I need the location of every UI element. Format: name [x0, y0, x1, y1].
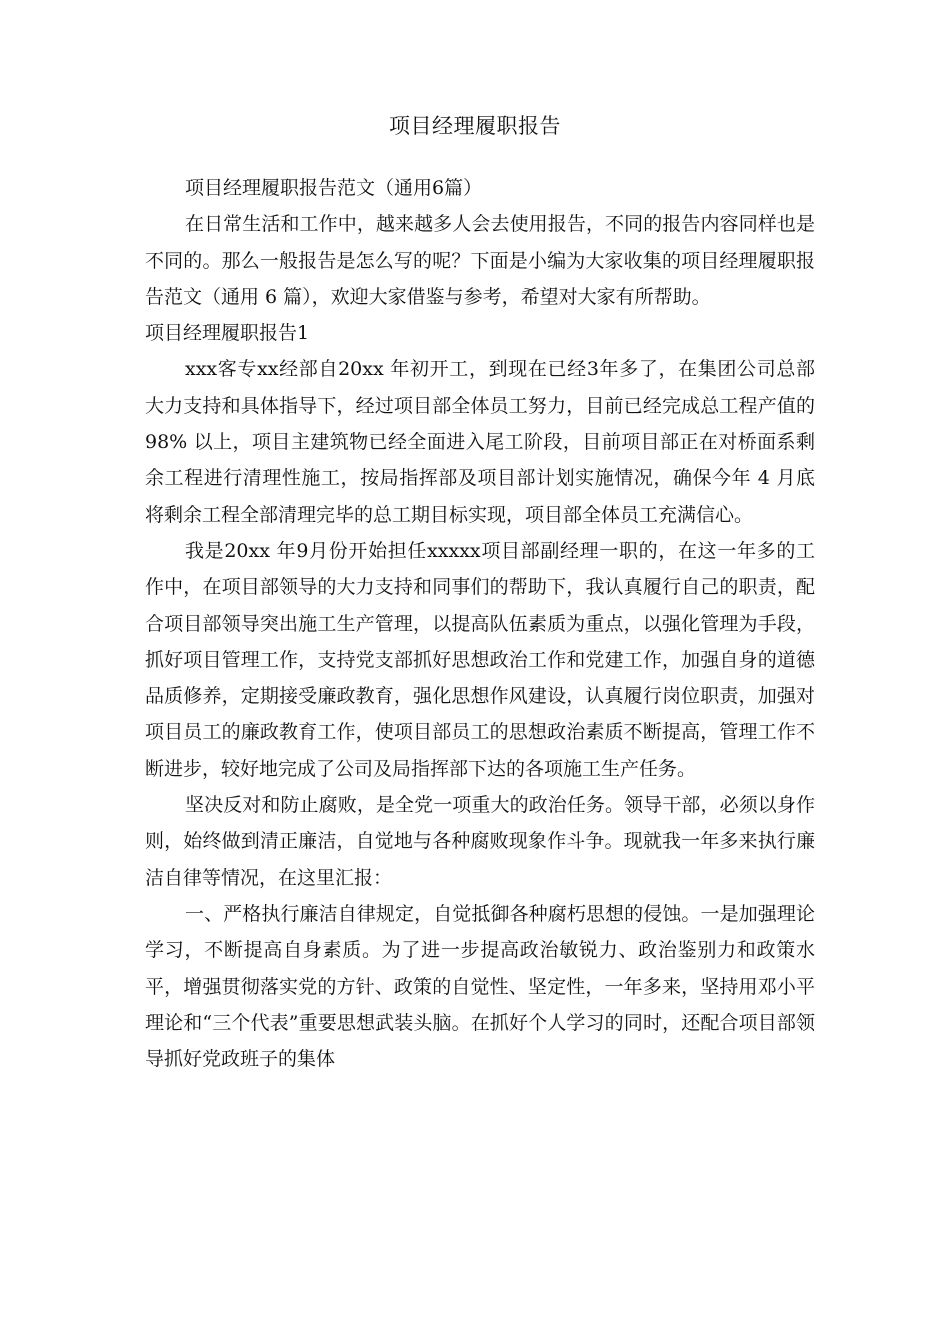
section-heading: 项目经理履职报告1 — [145, 322, 310, 345]
document-body — [145, 170, 815, 1077]
intro-paragraph: 在日常生活和工作中，越来越多人会去使用报告，不同的报告内容同样也是不同的。那么一般报告是怎么写的呢？下面是小编为大家收集的项目经理履职报告范文（通用 6 篇），欢迎大家借鉴与参考，希望对大家有所帮助。 — [145, 213, 815, 308]
body-paragraph-3: 坚决反对和防止腐败，是全党一项重大的政治任务。领导干部，必须以身作则，始终做到清正廉洁，自觉地与各种腐败现象作斗争。现就我一年多来执行廉洁自律等情况，在这里汇报： — [145, 794, 815, 889]
subtitle-paragraph: 项目经理履职报告范文（通用6篇） — [185, 177, 483, 199]
body-paragraph-2: 我是20xx 年9月份开始担任xxxxx项目部副经理一职的，在这一年多的工作中，在项目部领导的大力支持和同事们的帮助下，我认真履行自己的职责，配合项目部领导突出施工生产管理，以提高队伍素质为重点，以强化管理为手段，抓好项目管理工作，支持党支部抓好思想政治工作和党建工作，加强自身的道德品质修养，定期接受廉政教育，强化思想作风建设，认真履行岗位职责，加强对项目员工的廉政教育工作，使项目部员工的思想政治素质不断提高，管理工作不断进步，较好地完成了公司及局指挥部下达的各项施工生产任务。 — [145, 539, 815, 780]
document-title: 项目经理履职报告 — [389, 114, 561, 138]
body-paragraph-1: xxx客专xx经部自20xx 年初开工，到现在已经3年多了，在集团公司总部大力支持和具体指导下，经过项目部全体员工努力，目前已经完成总工程产值的 98% 以上，项目主建筑物已经全面进入尾工阶段，目前项目部正在对桥面系剩余工程进行清理性施工，按局指挥部及项目部计划实施情况，确保今年 4 月底将剩余工程全部清理完毕的总工期目标实现，项目部全体员工充满信心。 — [145, 358, 815, 526]
body-paragraph-4: 一、严格执行廉洁自律规定，自觉抵御各种腐朽思想的侵蚀。一是加强理论学习，不断提高自身素质。为了进一步提高政治敏锐力、政治鉴别力和政策水平，增强贯彻落实党的方针、政策的自觉性、坚定性，一年多来，坚持用邓小平理论和“三个代表”重要思想武装头脑。在抓好个人学习的同时，还配合项目部领导抓好党政班子的集体 — [145, 902, 815, 1071]
